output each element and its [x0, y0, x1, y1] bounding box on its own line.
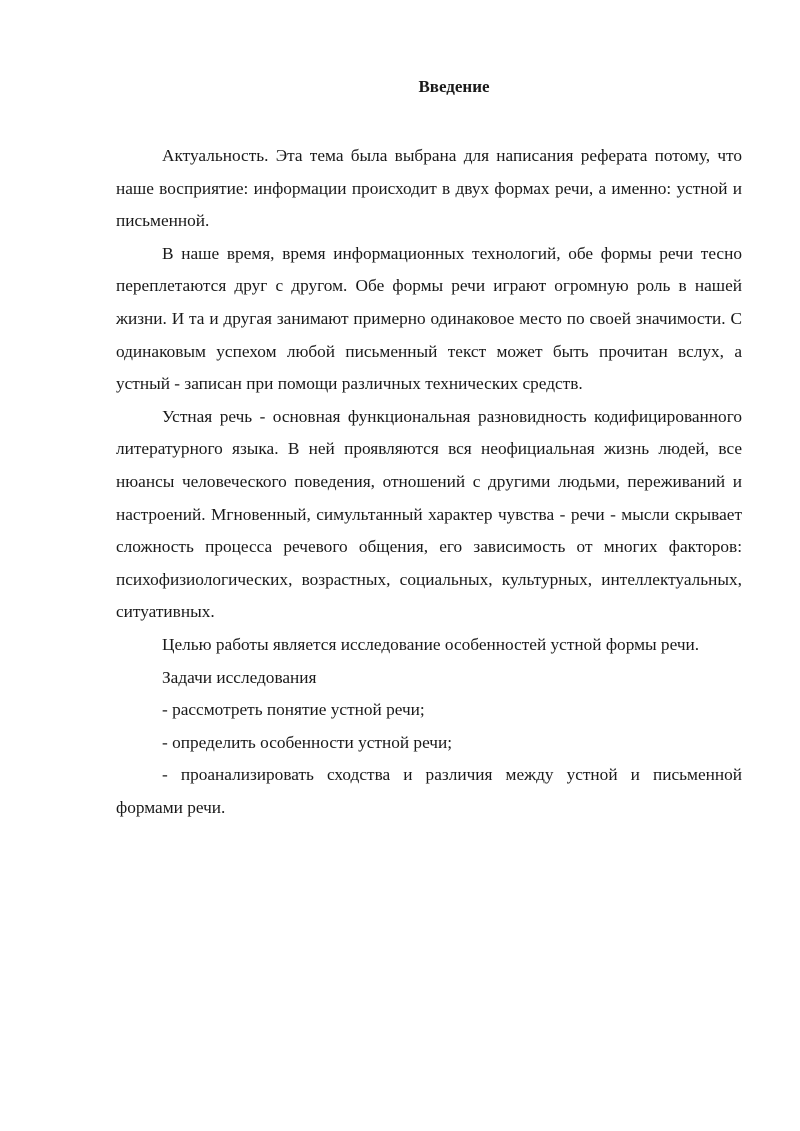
list-item-task-2: - определить особенности устной речи;: [162, 732, 453, 752]
paragraph-relevance: Актуальность. Эта тема была выбрана для написания реферата потому, что наше восприятие: информации происходит в двух формах речи, а именно: устной и письменной.: [116, 146, 742, 231]
paragraph-information-age: В наше время, время информационных технологий, обе формы речи тесно переплетаются друг с другом. Обе формы речи играют огромную роль в нашей жизни. И та и другая занимают примерно одинаковое место по своей значимости. С одинаковым успехом любой письменный текст может быть прочитан вслух, а устный - записан при помощи различных технических средств.: [116, 243, 742, 394]
paragraph-oral-speech: Устная речь - основная функциональная разновидность кодифицированного литературного языка. В ней проявляются вся неофициальная жизнь людей, все нюансы человеческого поведения, отношений с другими людьми, переживаний и настроений. Мгновенный, симультанный характер чувства - речи - мысли скрывает сложность процесса речевого общения, его зависимость от многих факторов: психофизиологических, возрастных, социальных, культурных, интеллектуальных, ситуативных.: [116, 406, 742, 622]
document-body: [116, 140, 742, 824]
page-title: Введение: [418, 77, 490, 96]
paragraph-tasks-heading: Задачи исследования: [162, 667, 317, 687]
list-item-task-1: - рассмотреть понятие устной речи;: [162, 700, 425, 720]
list-item-task-3: - проанализировать сходства и различия между устной и письменной формами речи.: [116, 765, 742, 817]
paragraph-goal: Целью работы является исследование особенностей устной формы речи.: [162, 634, 700, 654]
